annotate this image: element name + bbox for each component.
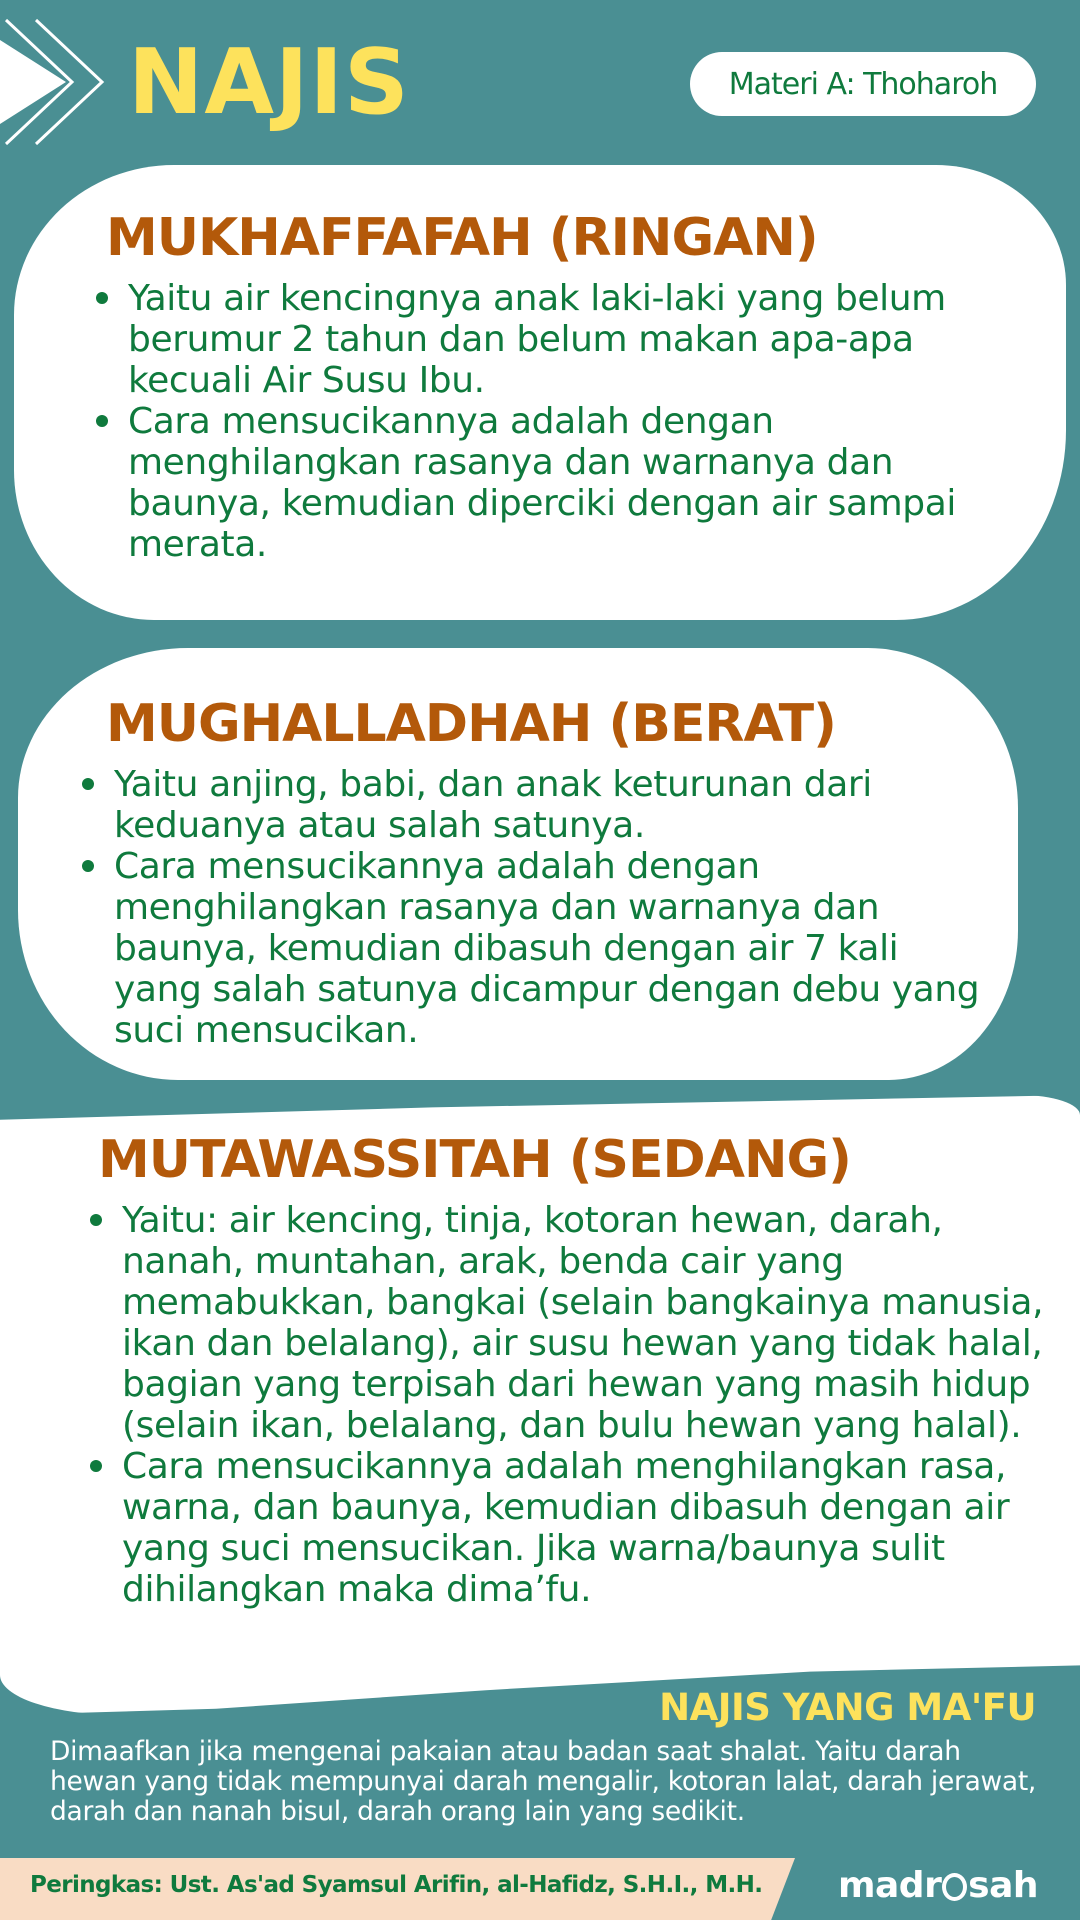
brand-text-left: madr: [838, 1864, 942, 1906]
section-heading: MUKHAFFAFAH (RINGAN): [106, 208, 818, 268]
list-item: [80, 846, 986, 1051]
chevron-arrows-icon: [0, 18, 130, 146]
list-item: [94, 401, 986, 565]
bullet-icon: [82, 860, 94, 872]
list-item-text: Cara mensucikannya adalah menghilangkan rasa, warna, dan baunya, kemudian dibasuh dengan air yang suci mensucikan. Jika warna/baunya sulit dihilangkan maka dima’fu.: [122, 1446, 1010, 1610]
page-title: NAJIS: [128, 30, 410, 135]
list-item: [88, 1200, 1048, 1446]
list-item-text: Yaitu: air kencing, tinja, kotoran hewan, darah, nanah, muntahan, arak, benda cair yang memabukkan, bangkai (selain bangkainya manusia, ikan dan belalang), air susu hewan yang tidak halal, bagian yang terpisah dari hewan yang masih hidup (selain ikan, belalang, dan bulu hewan yang halal).: [122, 1200, 1044, 1446]
list-item: [88, 1446, 1048, 1610]
brand-text-right: sah: [968, 1864, 1038, 1906]
section-mutawassitah: [98, 1130, 1048, 1610]
author-credit: Peringkas: Ust. As'ad Syamsul Arifin, al-Hafidz, S.H.I., M.H.: [30, 1872, 763, 1898]
section-heading: MUTAWASSITAH (SEDANG): [98, 1130, 851, 1190]
brand-logo: [838, 1860, 1038, 1910]
bullet-list: [88, 1200, 1048, 1610]
bullet-list: [94, 278, 986, 565]
mafu-description: Dimaafkan jika mengenai pakaian atau badan saat shalat. Yaitu darah hewan yang tidak mempunyai darah mengalir, kotoran lalat, darah jerawat, darah dan nanah bisul, darah orang lain yang sedikit.: [50, 1736, 1037, 1827]
section-heading: MUGHALLADHAH (BERAT): [106, 694, 836, 754]
bullet-icon: [96, 415, 108, 427]
bullet-icon: [82, 778, 94, 790]
section-mukhaffafah: [106, 208, 986, 565]
list-item-text: Yaitu anjing, babi, dan anak keturunan dari keduanya atau salah satunya.: [114, 764, 872, 846]
list-item: [80, 764, 986, 846]
bullet-list: [80, 764, 986, 1051]
topic-badge: Materi A: Thoharoh: [690, 52, 1036, 116]
bullet-icon: [96, 292, 108, 304]
list-item-text: Yaitu air kencingnya anak laki-laki yang belum berumur 2 tahun dan belum makan apa-apa kecuali Air Susu Ibu.: [128, 278, 946, 401]
list-item: [94, 278, 986, 401]
mafu-heading: NAJIS YANG MA'FU: [659, 1686, 1036, 1729]
section-mughalladhah: [106, 694, 986, 1051]
bullet-icon: [90, 1460, 102, 1472]
list-item-text: Cara mensucikannya adalah dengan menghilangkan rasanya dan warnanya dan baunya, kemudian dibasuh dengan air 7 kali yang salah satunya dicampur dengan debu yang suci mensucikan.: [114, 846, 980, 1051]
globe-icon: [942, 1873, 967, 1901]
list-item-text: Cara mensucikannya adalah dengan menghilangkan rasanya dan warnanya dan baunya, kemudian diperciki dengan air sampai merata.: [128, 401, 957, 565]
bullet-icon: [90, 1214, 102, 1226]
